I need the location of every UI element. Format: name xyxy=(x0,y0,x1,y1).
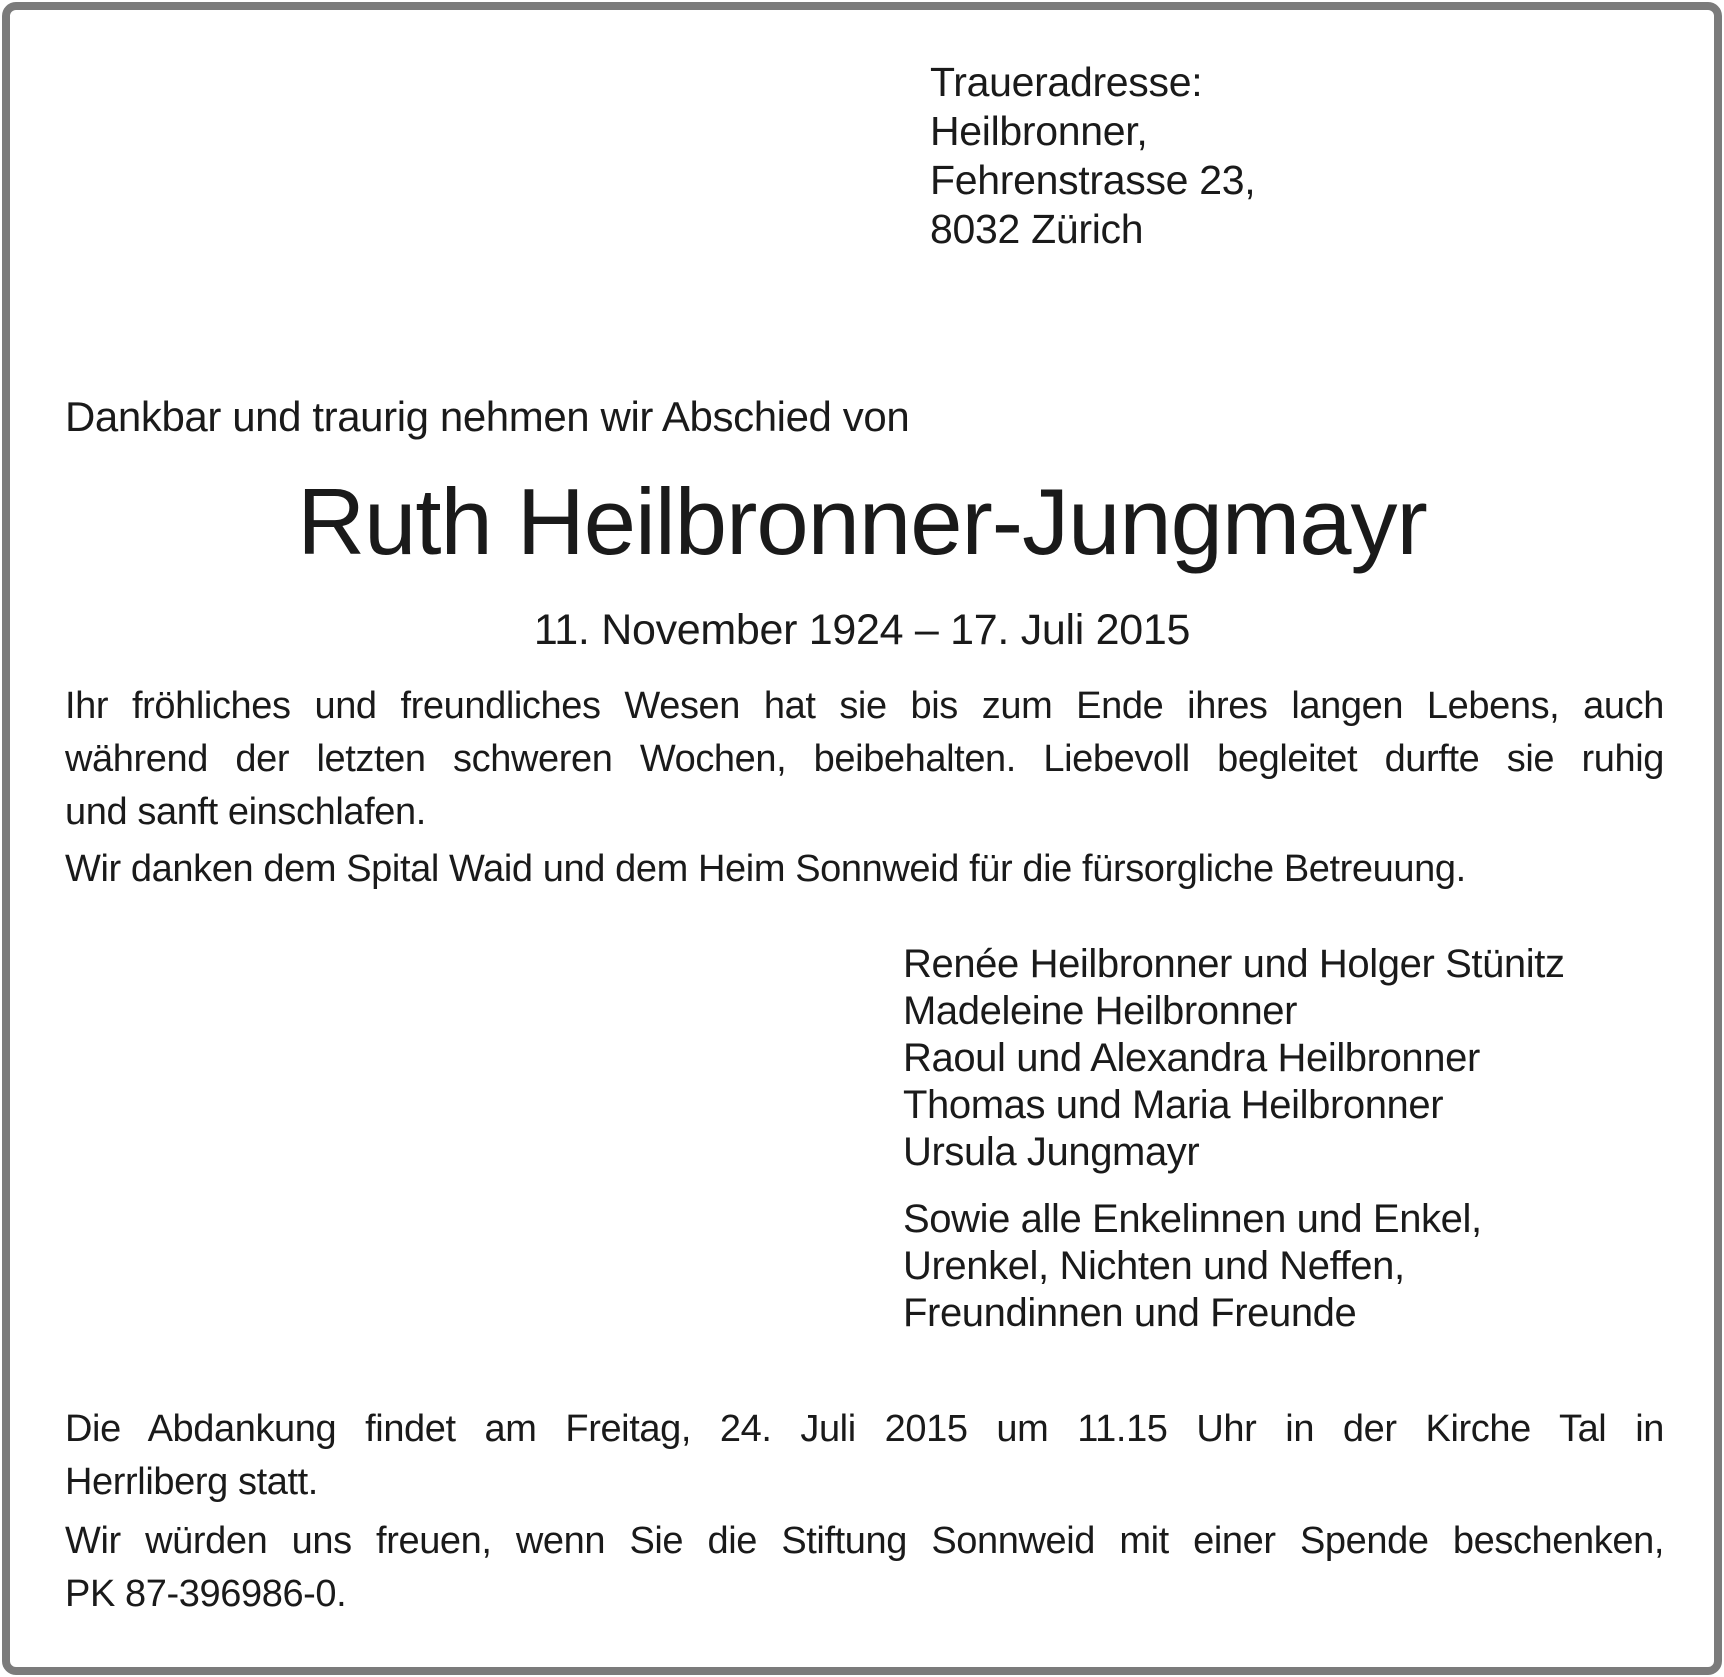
donation-text-line: PK 87-396986-0. xyxy=(65,1573,347,1615)
mourning-address-line: 8032 Zürich xyxy=(930,206,1144,252)
family-name-line: Madeleine Heilbronner xyxy=(903,989,1298,1033)
mourning-address-block xyxy=(930,58,1255,254)
relatives-line: Freundinnen und Freunde xyxy=(903,1291,1357,1335)
mourning-address-line: Fehrenstrasse 23, xyxy=(930,157,1256,203)
farewell-intro-line: Dankbar und traurig nehmen wir Abschied von xyxy=(65,393,910,440)
relatives-block xyxy=(903,1196,1482,1337)
relatives-line: Sowie alle Enkelinnen und Enkel, xyxy=(903,1197,1482,1241)
mourning-address-label: Traueradresse: xyxy=(930,59,1203,105)
obituary-text-line: während der letzten schweren Wochen, beibehalten. Liebevoll begleitet durfte sie ruhig xyxy=(65,738,1664,780)
obituary-paragraph xyxy=(65,680,1664,839)
obituary-text-line: Ihr fröhliches und freundliches Wesen hat sie bis zum Ende ihres langen Lebens, auch xyxy=(65,685,1664,727)
notice-border-frame xyxy=(2,2,1722,1675)
mourning-address-line: Heilbronner, xyxy=(930,108,1148,154)
family-name-line: Ursula Jungmayr xyxy=(903,1130,1200,1174)
donation-info-paragraph xyxy=(65,1515,1664,1621)
family-name-line: Thomas und Maria Heilbronner xyxy=(903,1083,1444,1127)
thanks-paragraph xyxy=(65,843,1664,896)
donation-text-line: Wir würden uns freuen, wenn Sie die Stiftung Sonnweid mit einer Spende beschenken, xyxy=(65,1520,1664,1562)
service-text-line: Die Abdankung findet am Freitag, 24. Juli 2015 um 11.15 Uhr in der Kirche Tal in xyxy=(65,1408,1664,1450)
family-name-line: Raoul und Alexandra Heilbronner xyxy=(903,1036,1480,1080)
service-info-paragraph xyxy=(65,1403,1664,1509)
life-dates: 11. November 1924 – 17. Juli 2015 xyxy=(533,606,1191,654)
family-name-line: Renée Heilbronner und Holger Stünitz xyxy=(903,942,1565,986)
thanks-text-line: Wir danken dem Spital Waid und dem Heim Sonnweid für die fürsorgliche Betreuung. xyxy=(65,848,1466,890)
service-text-line: Herrliberg statt. xyxy=(65,1461,318,1503)
relatives-line: Urenkel, Nichten und Neffen, xyxy=(903,1244,1405,1288)
family-names-block xyxy=(903,941,1565,1176)
deceased-name-heading: Ruth Heilbronner-Jungmayr xyxy=(297,469,1427,574)
obituary-text-line: und sanft einschlafen. xyxy=(65,791,426,833)
